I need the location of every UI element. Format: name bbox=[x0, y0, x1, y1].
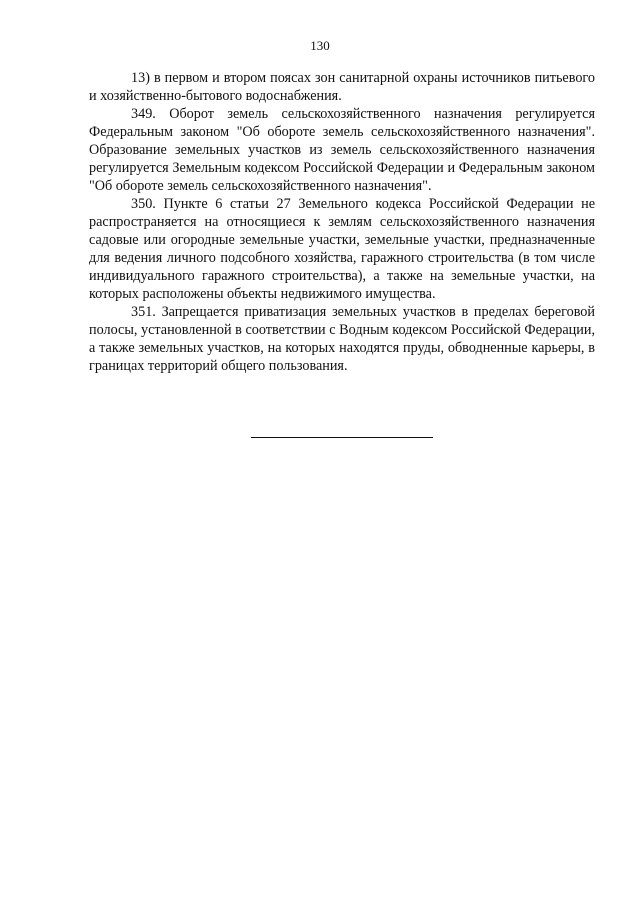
paragraph-item-350: 350. Пункте 6 статьи 27 Земельного кодекса Российской Федерации не распространяется на относящиеся к землям сельскохозяйственного назначения садовые или огородные земельные участки, земельные участки, предназначенные для ведения личного подсобного хозяйства, гаражного строительства (в том числе индивидуального гаражного строительства), а также на земельные участки, на которых расположены объекты недвижимого имущества. bbox=[89, 196, 595, 302]
paragraph-item-351: 351. Запрещается приватизация земельных участков в пределах береговой полосы, установленной в соответствии с Водным кодексом Российской Федерации, а также земельных участков, на которых находятся пруды, обводненные карьеры, в границах территорий общего пользования. bbox=[89, 304, 595, 374]
end-separator-line bbox=[251, 437, 433, 438]
paragraph-item-13: 13) в первом и втором поясах зон санитарной охраны источников питьевого и хозяйственно-бытового водоснабжения. bbox=[89, 70, 595, 104]
page-number: 130 bbox=[310, 38, 330, 53]
paragraph-item-349: 349. Оборот земель сельскохозяйственного назначения регулируется Федеральным законом "Об обороте земель сельскохозяйственного назначения". Образование земельных участков из земель сельскохозяйственного назначения регулируется Земельным кодексом Российской Федерации и Федеральным законом "Об обороте земель сельскохозяйственного назначения". bbox=[89, 106, 595, 194]
document-body bbox=[89, 69, 595, 375]
